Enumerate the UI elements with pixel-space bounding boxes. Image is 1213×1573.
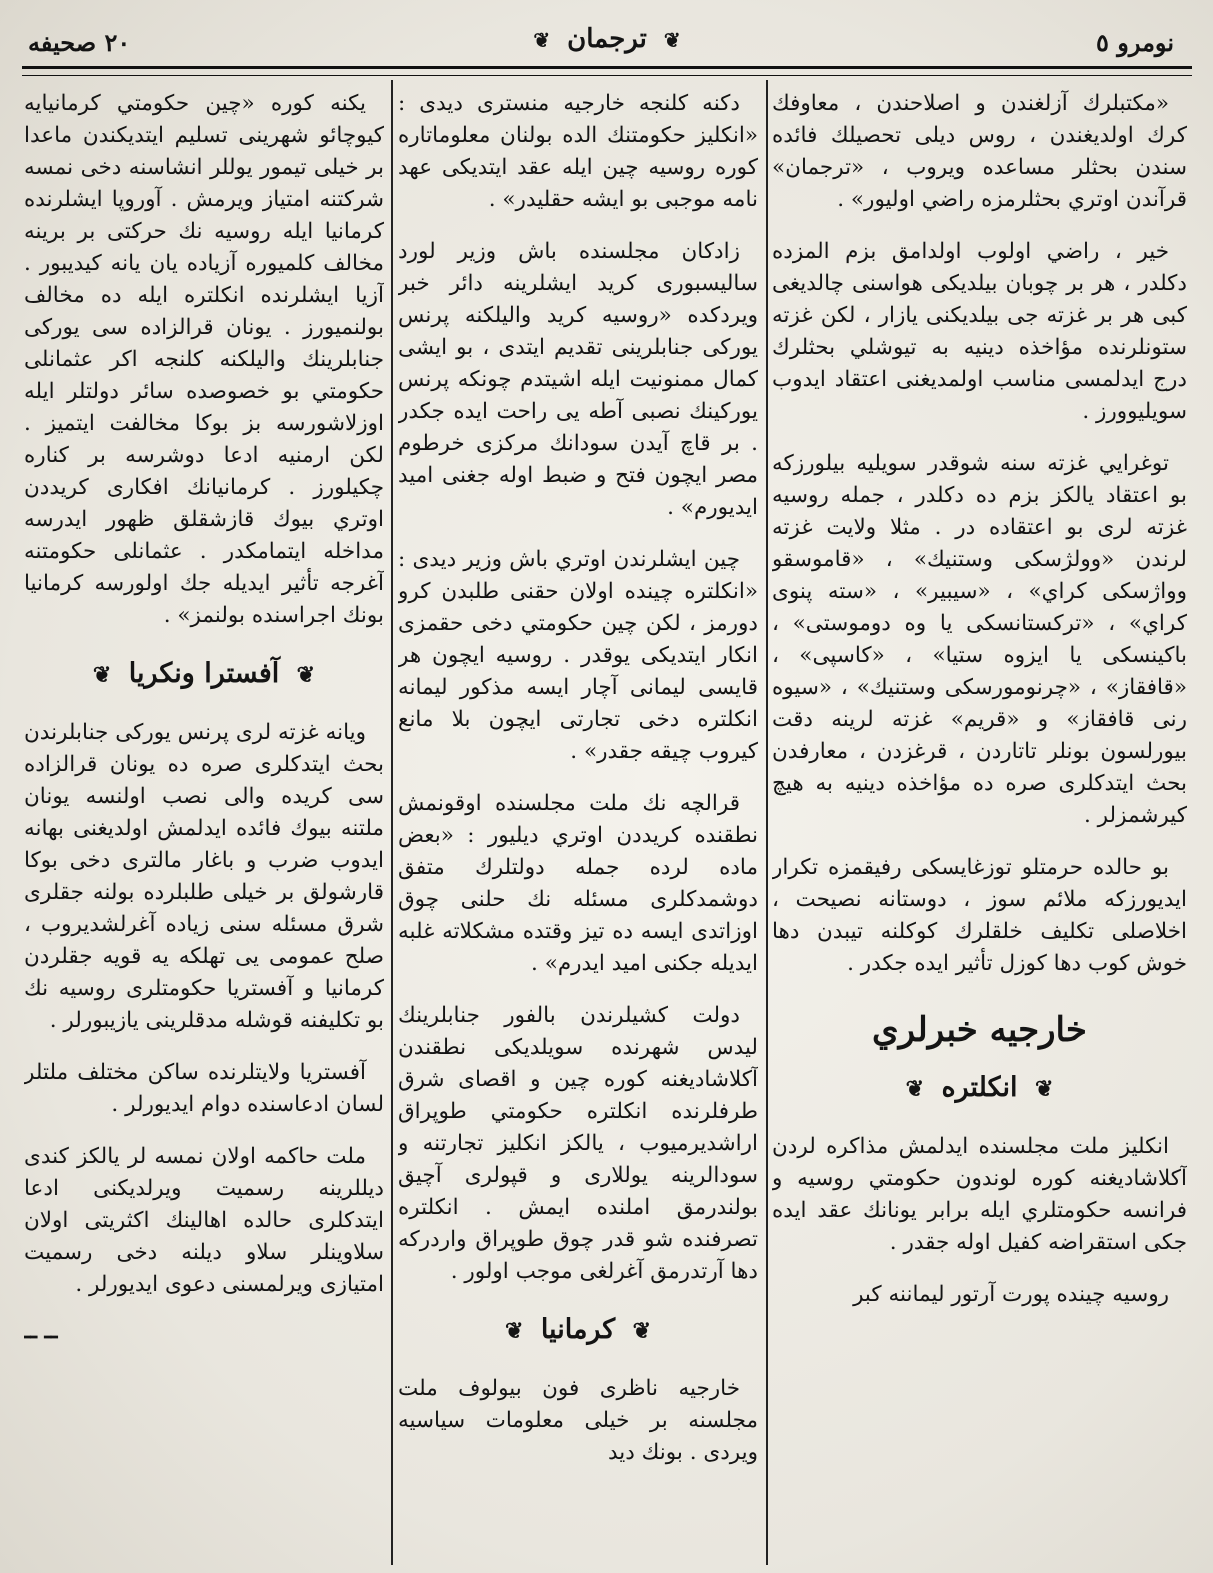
article-paragraph: انكليز ملت مجلسنده ايدلمش مذاكره لردن آكلاشاديغنه كوره لوندون حكومتي روسيه و فرانسه حكومتلري ايله برابر يونانك عقد ايده جكى استقراضه كفيل اوله جقدر . [772, 1133, 1187, 1255]
article-paragraph: آفستريا ولايتلرنده ساكن مختلف ملتلر لسان ادعاسنده دوام ايديورلر . [24, 1059, 384, 1117]
heading-england [772, 1072, 1187, 1105]
column-middle [398, 88, 758, 1563]
ornament-icon: ❦ [296, 661, 316, 688]
masthead-title-block [22, 24, 1192, 54]
article-paragraph: زادكان مجلسنده باش وزير لورد ساليسبورى كريد ايشلرينه دائر خبر ويردكده «روسيه كريد واليلكنه پرنس يوركى جنابلرينى تقديم ايتدى ، بو ايشى كمال ممنونيت ايله اشيتدم چونكه پرنس يوركينك نصبى آطه يى راحت ايده جكدر . بر قاچ آيدن سودانك مركزى خرطوم مصر ايچون فتح و ضبط اوله جغنى اميد ايديورم» . [398, 239, 758, 520]
heading-austria-hungary [24, 658, 384, 691]
ornament-icon: ❦ [1034, 1075, 1054, 1102]
end-mark: ــ ــ [24, 1317, 58, 1344]
article-paragraph: توغرايي غزته سنه شوقدر سويليه بيلورزكه بو اعتقاد يالكز بزم ده دكلدر ، جمله روسيه غزته لرى بو اعتقاده در . مثلا ولايت غزته لرندن «وولژسكى وستنيك» ، «قاموسقو وواژسكى كراي» ، «سيبير» ، «سته پنوى كراي» ، «تركستانسكى يا وه دوموستى» ، باكينسكى يا ايزوه ستيا» ، «كاسپى» ، «قافقاز» ، «چرنومورسكى وستنيك» ، «سيوه رنى قافقاز» و «قريم» غزته لرينه دقت بيورلسون بونلر تاتاردن ، قرغزدن ، معارفدن بحث ايتدكلرى صره ده مؤاخذه دينيه به هيچ كيرشمزلر . [772, 451, 1187, 828]
article-paragraph: ويانه غزته لرى پرنس يوركى جنابلرندن بحث ايتدكلرى صره ده يونان قرالزاده سى كريده والى نصب اولنسه يونان ملتنه بيوك فائده ايدلمش اولديغنى بهانه ايدوب ضرب و باغار مالترى دخى بوكا قارشولق بر خيلى طلبلرده بولنه جقلرى شرق مسئله سنى زياده آغرلشديروب ، صلح عمومى يى تهلكه يه قويه جقلردن كرمانيا و آفستريا حكومتلرى روسيه نك بو تكليفنه قوشله مدقلرينى يازيبورلر . [24, 719, 384, 1033]
heading-label: آفسترا ونكريا [128, 658, 280, 689]
article-paragraph: بو حالده حرمتلو توزغايسكى رفيقمزه تكرار ايديورزكه ملائم سوز ، دوستانه نصيحت ، اخلاصلى تكليف خلقلرك كوكلنه تيبدن دها خوش كوب دها كوزل تأثير ايده جكدر . [772, 855, 1187, 976]
column-divider [391, 80, 393, 1565]
heading-germany [398, 1314, 758, 1347]
section-title-foreign-news: خارجيه خبرلري [872, 1010, 1087, 1050]
ornament-icon: ❦ [533, 28, 551, 52]
article-paragraph: يكنه كوره «چين حكومتي كرمانيايه كيوچائو شهرينى تسليم ايتديكندن ماعدا بر خيلى تيمور يوللر انشاسنه دخى نمسه شركتنه امتياز ويرمش . آوروپا ايشلرنده كرمانيا ايله روسيه نك حركتى بر برينه مخالف كلميوره آزياده يان يانه كيديبور . آزيا ايشلرنده انكلتره ايله ده مخالف بولنميورز . يونان قرالزاده سى يوركى جنابلرينك واليلكنه كلنجه اكر عثمانلى حكومتي بو خصوصده سائر دولتلر ايله اوزلاشورسه بز بوكا مخالفت ايتميز . لكن ارمنيه ادعا دوشرسه بر كناره چكيلورز . كرمانيانك افكارى كريددن اوتري بيوك قازشقلق ظهور ايدرسه مداخله ايتمامكدر . عثمانلى حكومتنه آغرجه تأثير ايديله جك اولورسه كرمانيا بونك اجراسنده بولنمز» . [24, 91, 384, 628]
article-paragraph: دولت كشيلرندن بالفور جنابلرينك ليدس شهرنده سويلديكى نطقندن آكلاشاديغنه كوره چين و اقصاى شرق طرفلرنده انكلتره حكومتي طوپراق اراشديرميوب ، يالكز انكليز تجارتنه و سودالرينه يوللارى و قپولرى آچيق بولندرمق املنده ايمش . انكلتره تصرفنده شو قدر چوق طوپراق واردركه دها آرتدرمق آغرلغى موجب اولور . [398, 1003, 758, 1284]
heading-label: انكلتره [941, 1072, 1018, 1103]
article-paragraph: «مكتبلرك آزلغندن و اصلاحندن ، معاوفك كرك اولديغندن ، روس ديلى تحصيلك فائده سندن بحثلر مساعده ويروب ، «ترجمان» قرآندن اوتري بحثلرمزه راضي اوليور» . [772, 91, 1187, 212]
article-paragraph: دكنه كلنجه خارجيه منسترى ديدى : «انكليز حكومتنك الده بولنان معلوماتاره كوره روسيه چين ايله عقد ايتديكى عهد نامه موجبى بو ايشه حقليدر» . [398, 91, 758, 212]
page-number: ٢٠ صحيفه [28, 28, 131, 57]
article-paragraph: ملت حاكمه اولان نمسه لر يالكز كندى ديللرينه رسميت ويرلديكنى ادعا ايتدكلرى حالده اهالينك اكثريتى اولان سلاوينلر سلاو ديلنه دخى رسميت امتيازى ويرلمسنى دعوى ايديورلر . [24, 1143, 384, 1297]
article-paragraph: خير ، راضي اولوب اولدامق بزم المزده دكلدر ، هر بر چوبان بيلديكى هواسنى چالديغى كبى هر بر غزته جى بيلديكنى يازار ، لكن غزته ستونلرنده مؤاخذه دينيه به تيوشلي بحثلرك درج ايدلمسى مناسب اولمديغنى اعتقاد ايدوب سويليوورز . [772, 239, 1187, 424]
column-divider [766, 80, 768, 1565]
article-paragraph: قرالچه نك ملت مجلسنده اوقونمش نطقنده كريددن اوتري ديليور : «بعض ماده لرده جمله دولتلرك متفق دوشمدكلرى مسئله نك حلنى چوق اوزاتدى ايسه ده تيز وقتده مشكلاته غلبه ايديله جكنى اميد ايدرم» . [398, 791, 758, 976]
issue-number: نومرو ٥ [1095, 28, 1174, 57]
column-right [772, 88, 1187, 1563]
ornament-icon: ❦ [905, 1075, 925, 1102]
ornament-icon: ❦ [632, 1317, 652, 1344]
ornament-icon: ❦ [663, 28, 681, 52]
masthead [22, 22, 1192, 62]
column-left [24, 88, 384, 1563]
ornament-icon: ❦ [92, 661, 112, 688]
heading-label: كرمانيا [540, 1314, 616, 1345]
ornament-icon: ❦ [504, 1317, 524, 1344]
masthead-rule [22, 66, 1192, 76]
newspaper-title: ترجمان [567, 24, 647, 54]
article-paragraph: چين ايشلرندن اوتري باش وزير ديدى : «انكلتره چينده اولان حقنى طلبدن كرو دورمز ، لكن چين حكومتي دخى حقمزى انكار ايتديكى يوقدر . روسيه ايچون هر قايسى ليمانى آچار ايسه مذكور ليمانه انكلتره دخى تجارتى ايچون بلا مانع كيروب چيقه جقدر» . [398, 547, 758, 764]
article-paragraph: خارجيه ناظرى فون بيولوف ملت مجلسنه بر خيلى معلومات سياسيه ويردى . بونك ديد [398, 1375, 758, 1465]
article-paragraph: روسيه چينده پورت آرتور ليماننه كبر [853, 1281, 1169, 1307]
